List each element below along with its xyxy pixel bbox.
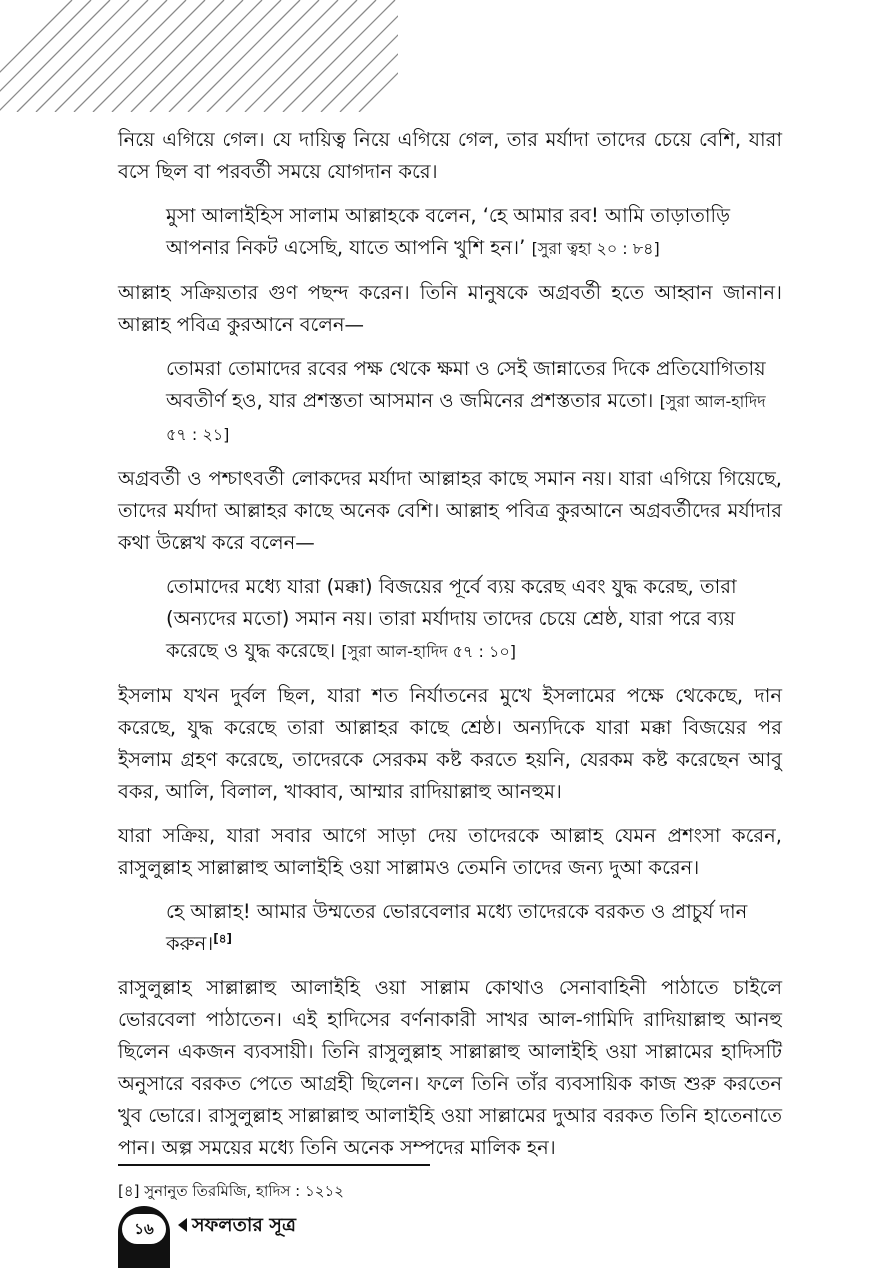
quote-text: তোমাদের মধ্যে যারা (মক্কা) বিজয়ের পূর্বে ব্যয় করেছ এবং যুদ্ধ করেছ, তারা (অন্যদের মতো) সমান নয়। তারা মর্যাদায় তাদের চেয়ে শ্রেষ্ঠ, যারা পরে ব্যয় করেছে ও যুদ্ধ করেছে। [166, 575, 737, 662]
running-title: সফলতার সূত্র [192, 1214, 296, 1236]
hatch-line [169, 0, 281, 112]
page-number-tab [118, 1206, 170, 1268]
hatch-line [150, 0, 262, 112]
hatch-line [226, 0, 338, 112]
quote-block [166, 200, 782, 265]
hatch-line [245, 0, 357, 112]
hatch-line [340, 0, 398, 112]
hatch-line [74, 0, 186, 112]
hatch-line [17, 0, 129, 112]
hatch-line [207, 0, 319, 112]
quote-text: হে আল্লাহ! আমার উম্মতের ভোরবেলার মধ্যে তাদেরকে বরকত ও প্রাচুর্য দান করুন। [166, 900, 748, 955]
hatch-line [36, 0, 148, 112]
paragraph: অগ্রবর্তী ও পশ্চাৎবর্তী লোকদের মর্যাদা আল্লাহর কাছে সমান নয়। যারা এগিয়ে গিয়েছে, তাদের মর্যাদা আল্লাহর কাছে অনেক বেশি। আল্লাহ পবিত্র কুরআনে অগ্রবর্তীদের মর্যাদার কথা উল্লেখ করে বলেন— [118, 467, 782, 554]
triangle-left-icon [178, 1218, 187, 1232]
quote-text: মুসা আলাইহিস সালাম আল্লাহকে বলেন, ‘হে আমার রব! আমি তাড়াতাড়ি আপনার নিকট এসেছি, যাতে আপনি খুশি হন।’ [166, 204, 731, 259]
hadith-quote-block [166, 896, 782, 960]
hatch-line [112, 0, 224, 112]
paragraph: ইসলাম যখন দুর্বল ছিল, যারা শত নির্যাতনের মুখে ইসলামের পক্ষে থেকেছে, দান করেছে, যুদ্ধ করেছে তারা আল্লাহর কাছে শ্রেষ্ঠ। অন্যদিকে যারা মক্কা বিজয়ের পর ইসলাম গ্রহণ করেছে, তাদেরকে সেরকম কষ্ট করতে হয়নি, যেরকম কষ্ট করেছেন আবু বকর, আলি, বিলাল, খাব্বাব, আম্মার রাদিয়াল্লাহু আনহুম। [118, 684, 782, 803]
footnote: [৪] সুনানুত তিরমিজি, হাদিস : ১২১২ [118, 1182, 344, 1200]
hatch-line [55, 0, 167, 112]
quran-reference: [সুরা আল-হাদিদ ৫৭ : ২১] [166, 392, 766, 444]
hatch-line [0, 0, 72, 112]
page-footer [118, 1206, 398, 1268]
quote-block [166, 571, 782, 668]
paragraph: নিয়ে এগিয়ে গেল। যে দায়িত্ব নিয়ে এগিয়ে গেল, তার মর্যাদা তাদের চেয়ে বেশি, যারা বসে ছিল বা পরবর্তী সময়ে যোগদান করে। [118, 128, 782, 183]
diagonal-hatch-decoration [0, 0, 398, 112]
paragraph: রাসুলুল্লাহ সাল্লাল্লাহু আলাইহি ওয়া সাল্লাম কোথাও সেনাবাহিনী পাঠাতে চাইলে ভোরবেলা পাঠাতেন। এই হাদিসের বর্ণনাকারী সাখর আল-গামিদি রাদিয়াল্লাহু আনহু ছিলেন একজন ব্যবসায়ী। তিনি রাসুলুল্লাহ সাল্লাল্লাহু আলাইহি ওয়া সাল্লামের হাদিসটি অনুসারে বরকত পেতে আগ্রহী ছিলেন। ফলে তিনি তাঁর ব্যবসায়িক কাজ শুরু করতেন খুব ভোরে। রাসুলুল্লাহ সাল্লাল্লাহু আলাইহি ওয়া সাল্লামের দুআর বরকত তিনি হাতেনাতে পান। অল্প সময়ের মধ্যে তিনি অনেক সম্পদের মালিক হন। [118, 976, 782, 1159]
footnote-divider [118, 1164, 430, 1166]
hatch-line [188, 0, 300, 112]
quran-reference: [সুরা আল-হাদিদ ৫৭ : ১০] [341, 642, 516, 661]
quran-reference: [সুরা ত্বহা ২০ : ৮৪] [531, 239, 660, 258]
paragraph: যারা সক্রিয়, যারা সবার আগে সাড়া দেয় তাদেরকে আল্লাহ যেমন প্রশংসা করেন, রাসুলুল্লাহ সাল্লাল্লাহু আলাইহি ওয়া সাল্লামও তেমনি তাদের জন্য দুআ করেন। [118, 824, 782, 879]
hatch-line [283, 0, 395, 112]
page-body [118, 124, 782, 1176]
quote-text: তোমরা তোমাদের রবের পক্ষ থেকে ক্ষমা ও সেই জান্নাতের দিকে প্রতিযোগিতায় অবতীর্ণ হও, যার প্রশস্ততা আসমান ও জমিনের প্রশস্ততার মতো। [166, 357, 766, 412]
hatch-line [264, 0, 376, 112]
page-number: ১৬ [122, 1214, 166, 1244]
hatch-line [302, 0, 398, 112]
hatch-line [131, 0, 243, 112]
quote-block [166, 353, 782, 451]
hatch-line [93, 0, 205, 112]
footnote-marker[interactable]: [৪] [213, 931, 232, 946]
paragraph: আল্লাহ সক্রিয়তার গুণ পছন্দ করেন। তিনি মানুষকে অগ্রবর্তী হতে আহ্বান জানান। আল্লাহ পবিত্র কুরআনে বলেন— [118, 281, 782, 336]
hatch-line [0, 0, 91, 112]
